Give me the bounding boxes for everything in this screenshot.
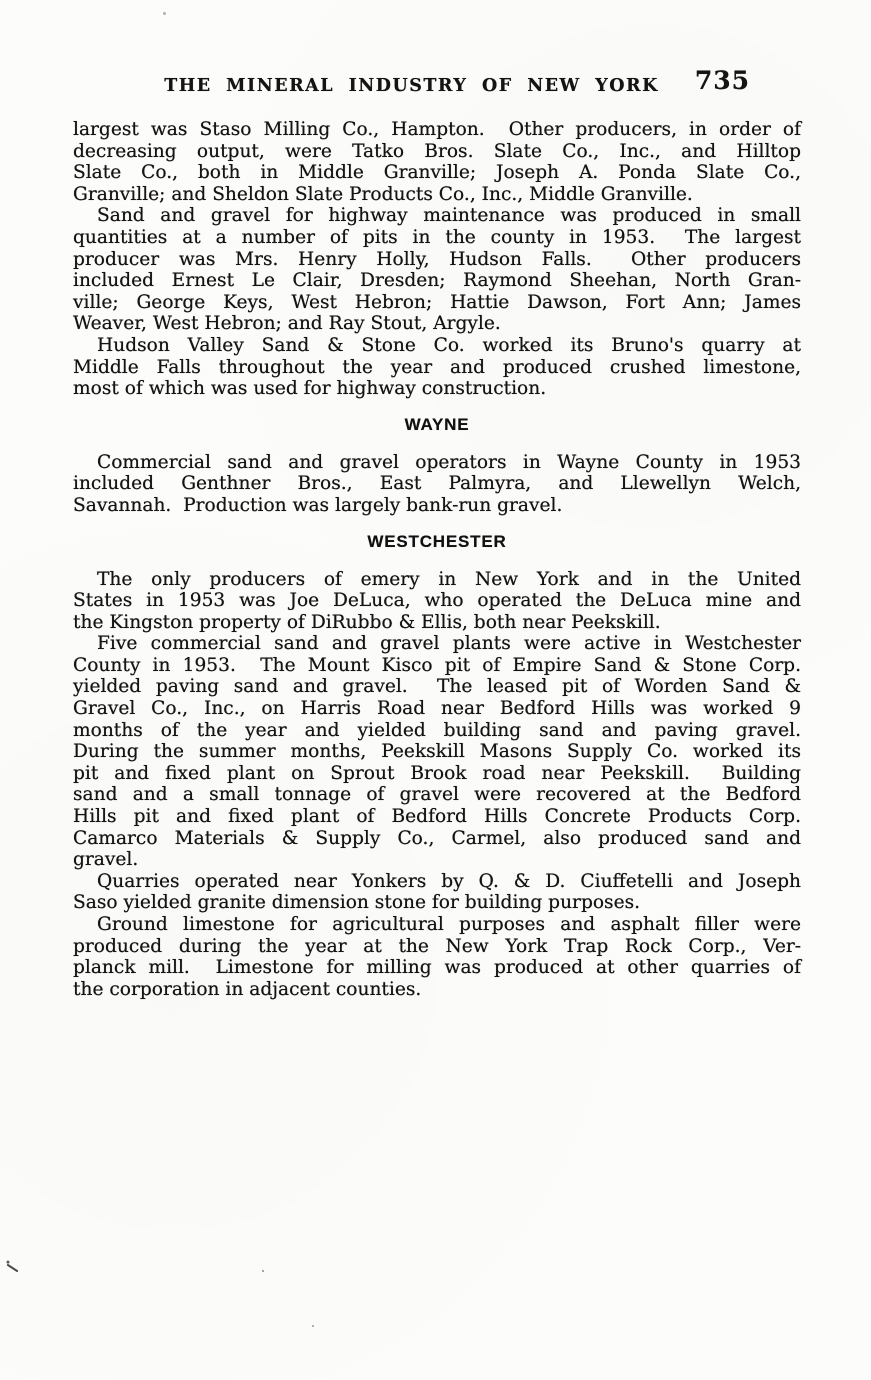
section-heading-westchester: WESTCHESTER (367, 531, 507, 551)
text-line: Camarco Materials & Supply Co., Carmel, also produced sand and (73, 827, 801, 849)
text-line: sand and a small tonnage of gravel were recovered at the Bedford (73, 784, 801, 806)
text-line: Slate Co., both in Middle Granville; Joseph A. Ponda Slate Co., (73, 162, 801, 184)
page-number: 735 (694, 66, 750, 95)
text-line: pit and fixed plant on Sprout Brook road near Peekskill. Building (73, 762, 801, 784)
text-line: the corporation in adjacent counties. (73, 978, 422, 1000)
paragraph (73, 119, 801, 205)
text-line: ville; George Keys, West Hebron; Hattie Dawson, Fort Ann; James (73, 291, 801, 313)
text-line: quantities at a number of pits in the county in 1953. The largest (73, 226, 801, 248)
paragraph (73, 205, 801, 335)
text-block (73, 119, 801, 1000)
text-line: During the summer months, Peekskill Masons Supply Co. worked its (73, 741, 801, 763)
text-line: decreasing output, were Tatko Bros. Slate Co., Inc., and Hilltop (73, 140, 801, 162)
text-line: included Genthner Bros., East Palmyra, and Llewellyn Welch, (73, 473, 801, 495)
text-line: Hudson Valley Sand & Stone Co. worked its Bruno's quarry at (97, 334, 801, 356)
text-line: included Ernest Le Clair, Dresden; Raymond Sheehan, North Gran- (73, 270, 801, 292)
paragraph (73, 871, 801, 914)
text-line: most of which was used for highway construction. (73, 378, 547, 400)
section-heading-wayne: WAYNE (404, 414, 470, 434)
text-line: States in 1953 was Joe DeLuca, who operated the DeLuca mine and (73, 590, 801, 612)
text-line: Saso yielded granite dimension stone for building purposes. (73, 892, 641, 914)
text-line: the Kingston property of DiRubbo & Ellis, both near Peekskill. (73, 611, 661, 633)
text-line: Gravel Co., Inc., on Harris Road near Bedford Hills was worked 9 (73, 698, 801, 720)
paragraph (73, 452, 801, 517)
running-title: THE MINERAL INDUSTRY OF NEW YORK (164, 76, 659, 96)
text-line: Middle Falls throughout the year and produced crushed limestone, (73, 356, 801, 378)
scan-artifact (7, 1264, 19, 1273)
scan-artifact (163, 12, 166, 15)
text-line: Hills pit and fixed plant of Bedford Hills Concrete Products Corp. (73, 806, 801, 828)
text-line: Quarries operated near Yonkers by Q. & D. Ciuffetelli and Joseph (97, 870, 801, 892)
text-line: The only producers of emery in New York and in the United (97, 568, 801, 590)
paragraph (73, 569, 801, 634)
paragraph (73, 633, 801, 871)
text-line: Five commercial sand and gravel plants were active in Westchester (97, 633, 801, 655)
text-line: months of the year and yielded building sand and paving gravel. (73, 719, 801, 741)
text-line: produced during the year at the New York Trap Rock Corp., Ver- (73, 935, 801, 957)
text-line: gravel. (73, 849, 139, 871)
scan-artifact (262, 1270, 264, 1272)
text-line: Sand and gravel for highway maintenance was produced in small (97, 205, 801, 227)
text-line: Commercial sand and gravel operators in Wayne County in 1953 (97, 451, 801, 473)
text-line: yielded paving sand and gravel. The leased pit of Worden Sand & (73, 676, 801, 698)
page-header (73, 66, 750, 100)
scan-artifact (312, 1325, 314, 1327)
text-line: planck mill. Limestone for milling was produced at other quarries of (73, 957, 801, 979)
paragraph (73, 914, 801, 1000)
text-line: Savannah. Production was largely bank-run gravel. (73, 494, 563, 516)
text-line: producer was Mrs. Henry Holly, Hudson Falls. Other producers (73, 248, 801, 270)
paragraph (73, 335, 801, 400)
text-line: Ground limestone for agricultural purposes and asphalt filler were (97, 914, 801, 935)
text-line: County in 1953. The Mount Kisco pit of Empire Sand & Stone Corp. (73, 654, 801, 676)
text-line: largest was Staso Milling Co., Hampton. Other producers, in order of (73, 119, 801, 140)
text-line: Weaver, West Hebron; and Ray Stout, Argyle. (73, 313, 501, 335)
text-line: Granville; and Sheldon Slate Products Co., Inc., Middle Granville. (73, 183, 693, 205)
